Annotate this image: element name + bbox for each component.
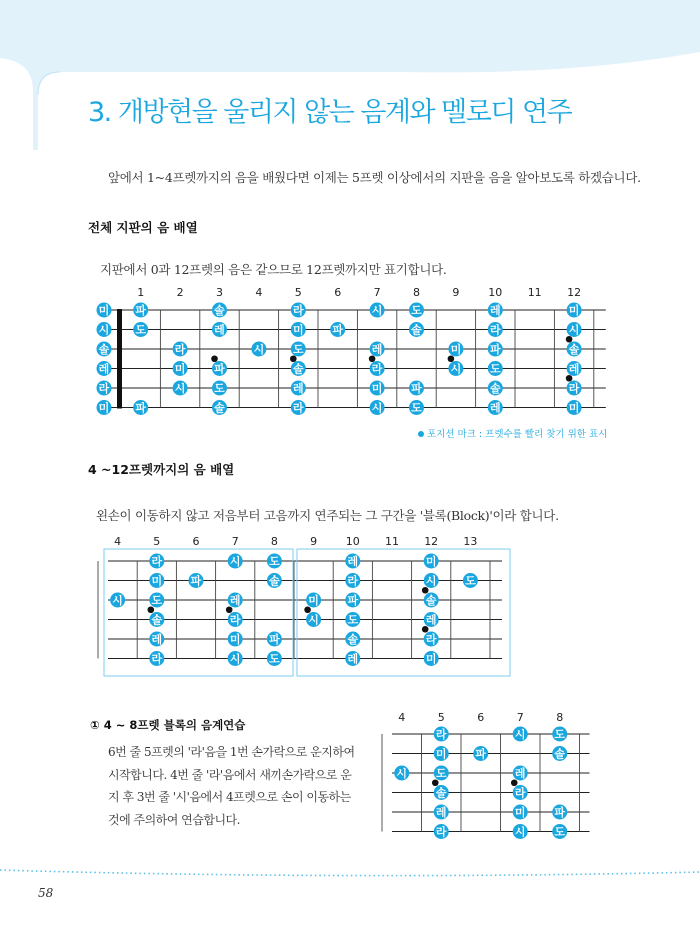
fret-number: 12	[424, 535, 439, 548]
fret-number: 5	[153, 535, 161, 548]
open-note-label: 시	[98, 323, 110, 337]
note-label: 시	[174, 382, 186, 395]
page-number: 58	[38, 886, 54, 900]
note-label: 솔	[292, 362, 304, 376]
note-label: 파	[190, 574, 202, 588]
note-label: 미	[568, 304, 580, 317]
fret-number: 11	[527, 286, 542, 299]
note-label: 솔	[489, 382, 501, 395]
note-label: 파	[347, 594, 359, 607]
fret-number: 4	[255, 286, 263, 299]
note-label: 라	[151, 555, 163, 568]
nut	[117, 309, 122, 409]
note-label: 시	[425, 574, 437, 588]
note-label: 도	[347, 613, 359, 627]
note-label: 미	[450, 343, 462, 356]
note-label: 도	[135, 323, 147, 337]
note-label: 솔	[151, 613, 163, 627]
note-label: 도	[411, 401, 422, 415]
note-label: 도	[554, 728, 566, 741]
note-label: 솔	[425, 594, 437, 607]
note-label: 레	[435, 806, 447, 819]
note-label: 솔	[554, 747, 566, 761]
note-label: 시	[450, 362, 462, 376]
fret-number: 8	[413, 286, 420, 299]
note-label: 도	[489, 362, 501, 376]
block-fretboard-diagram	[0, 530, 700, 680]
note-label: 라	[292, 401, 304, 415]
note-label: 레	[347, 652, 359, 666]
note-label: 레	[214, 323, 225, 337]
note-label: 도	[151, 594, 163, 607]
fret-number: 6	[192, 535, 200, 548]
fret-number: 9	[310, 535, 318, 548]
exercise-title: ① 4 ~ 8프렛 블록의 음계연습	[90, 718, 246, 732]
note-label: 도	[554, 825, 566, 839]
intro-text: 앞에서 1~4프렛까지의 음을 배웠다면 이제는 5프렛 이상에서의 지판을 음을 알아보도록 하겠습니다.	[108, 170, 641, 185]
position-mark	[148, 606, 155, 613]
note-label: 라	[229, 613, 241, 627]
open-note-label: 미	[98, 401, 110, 415]
fret-number: 8	[556, 711, 564, 724]
note-label: 파	[475, 747, 487, 761]
note-label: 미	[229, 633, 241, 646]
note-label: 파	[269, 633, 280, 646]
fret-number: 4	[398, 711, 406, 724]
open-note-label: 미	[98, 304, 110, 317]
fret-number: 11	[385, 535, 399, 548]
fret-number: 7	[516, 711, 524, 724]
note-label: 레	[568, 362, 580, 376]
note-label: 라	[371, 362, 383, 376]
note-label: 솔	[214, 304, 225, 317]
note-label: 레	[371, 343, 383, 356]
note-label: 솔	[435, 786, 447, 800]
position-mark	[566, 375, 573, 382]
note-label: 레	[425, 613, 437, 627]
note-label: 파	[214, 362, 225, 376]
fret-number: 5	[437, 711, 445, 724]
note-label: 시	[568, 323, 580, 337]
note-label: 파	[135, 401, 147, 415]
note-label: 파	[332, 323, 344, 337]
note-label: 솔	[347, 633, 359, 646]
block-outline	[297, 549, 510, 676]
note-label: 솔	[411, 323, 422, 337]
section1-title: 전체 지판의 음 배열	[88, 220, 198, 235]
note-label: 라	[174, 343, 186, 356]
position-mark	[448, 355, 455, 362]
fret-number: 7	[231, 535, 239, 548]
section1-desc: 지판에서 0과 12프렛의 음은 같으므로 12프렛까지만 표기합니다.	[100, 262, 447, 277]
block-outline	[104, 549, 293, 676]
position-mark	[422, 626, 429, 633]
position-mark	[211, 355, 218, 362]
note-label: 레	[292, 382, 304, 395]
note-label: 시	[308, 613, 319, 627]
position-mark-icon	[418, 431, 424, 437]
fret-number: 2	[176, 286, 184, 299]
small-block-fretboard-diagram	[0, 706, 700, 866]
note-label: 솔	[269, 574, 280, 588]
exercise-line: 6번 줄 5프렛의 '라'음을 1번 손가락으로 운지하여	[108, 745, 355, 759]
note-label: 미	[568, 401, 580, 415]
note-label: 파	[489, 343, 501, 356]
note-label: 솔	[568, 343, 580, 356]
note-label: 도	[465, 574, 476, 588]
fret-number: 13	[463, 535, 478, 548]
fret-number: 9	[452, 286, 460, 299]
note-label: 시	[371, 401, 383, 415]
note-label: 미	[371, 382, 383, 395]
note-label: 라	[435, 825, 447, 839]
position-mark	[226, 606, 233, 613]
section2-title: 4 ~12프렛까지의 음 배열	[88, 462, 235, 477]
note-label: 미	[292, 323, 304, 337]
note-label: 도	[411, 304, 422, 317]
footer-dotted-line	[0, 866, 700, 880]
note-label: 도	[214, 382, 225, 395]
position-mark-caption: 포지션 마크 : 프렛수를 빨리 찾기 위한 표시	[418, 426, 607, 440]
note-label: 파	[135, 304, 147, 317]
fret-number: 1	[137, 286, 145, 299]
note-label: 라	[347, 574, 359, 588]
fret-number: 10	[345, 535, 360, 548]
note-label: 레	[489, 304, 501, 317]
note-label: 미	[514, 806, 526, 819]
full-fretboard-diagram	[0, 280, 700, 420]
position-mark	[290, 355, 297, 362]
position-mark	[432, 779, 439, 786]
position-mark	[511, 779, 518, 786]
exercise-line: 지 후 3번 줄 '시'음에서 4프렛으로 손이 이동하는	[108, 790, 351, 804]
note-label: 솔	[214, 401, 225, 415]
note-label: 시	[112, 594, 123, 607]
fret-number: 7	[373, 286, 381, 299]
fret-number: 4	[114, 535, 122, 548]
note-label: 미	[425, 555, 437, 568]
position-mark	[422, 587, 429, 594]
fret-number: 8	[270, 535, 278, 548]
note-label: 라	[435, 728, 447, 741]
open-note-label: 솔	[98, 343, 110, 356]
position-mark	[369, 355, 376, 362]
fret-number: 6	[334, 286, 342, 299]
exercise-line: 시작합니다. 4번 줄 '라'음에서 새끼손가락으로 운	[108, 767, 352, 782]
note-label: 미	[308, 594, 319, 607]
note-label: 레	[514, 767, 526, 780]
position-mark	[304, 606, 311, 613]
note-label: 파	[554, 806, 566, 819]
note-label: 시	[514, 728, 526, 741]
fret-number: 5	[294, 286, 302, 299]
position-mark	[566, 336, 573, 343]
open-note-label: 레	[98, 362, 110, 376]
note-label: 레	[489, 401, 501, 415]
note-label: 시	[371, 304, 383, 317]
note-label: 라	[425, 633, 437, 646]
note-label: 레	[229, 594, 241, 607]
note-label: 파	[411, 382, 422, 395]
note-label: 도	[292, 343, 304, 356]
fret-number: 12	[567, 286, 582, 299]
note-label: 라	[514, 786, 526, 800]
note-label: 도	[269, 652, 280, 666]
note-label: 미	[151, 574, 163, 588]
note-label: 시	[229, 652, 241, 666]
fret-number: 6	[477, 711, 485, 724]
note-label: 라	[489, 323, 501, 337]
note-label: 시	[229, 555, 241, 568]
note-label: 레	[151, 633, 163, 646]
fret-number: 3	[216, 286, 223, 299]
exercise-line: 것에 주의하여 연습합니다.	[108, 812, 240, 827]
note-label: 레	[347, 555, 359, 568]
page-title: 3. 개방현을 울리지 않는 음계와 멜로디 연주	[88, 97, 572, 128]
open-note-label: 라	[98, 382, 110, 395]
note-label: 도	[435, 767, 447, 780]
note-label: 라	[568, 382, 580, 395]
note-label: 시	[396, 767, 408, 780]
section2-desc: 왼손이 이동하지 않고 저음부터 고음까지 연주되는 그 구간을 '블록(Block)'이라 합니다.	[96, 508, 559, 523]
note-label: 미	[425, 652, 437, 666]
note-label: 시	[514, 825, 526, 839]
fret-number: 10	[488, 286, 503, 299]
note-label: 시	[253, 343, 265, 356]
note-label: 미	[435, 747, 447, 761]
note-label: 미	[174, 362, 186, 376]
note-label: 라	[292, 304, 304, 317]
note-label: 라	[151, 652, 163, 666]
note-label: 도	[269, 555, 280, 568]
